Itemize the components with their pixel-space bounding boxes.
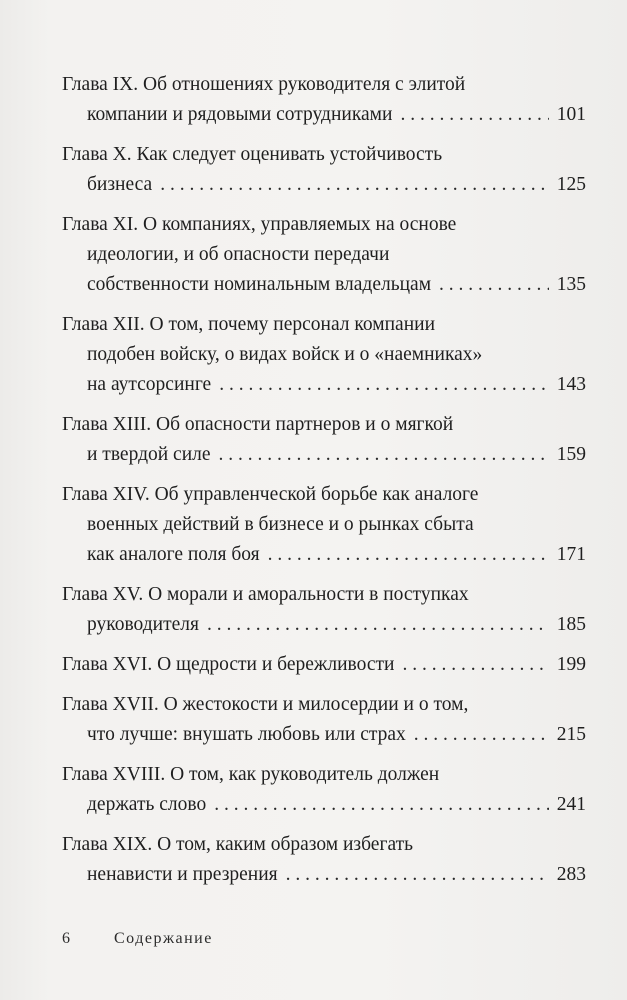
toc-page-number: 101 <box>556 104 586 125</box>
table-of-contents <box>62 70 586 900</box>
toc-entry-chapter-10[interactable] <box>62 140 586 200</box>
toc-entry-last-line <box>62 720 586 750</box>
toc-page-number: 283 <box>556 864 586 885</box>
dot-leader <box>160 170 549 200</box>
toc-entry-title-end: бизнеса <box>87 174 153 195</box>
toc-page-number: 159 <box>556 444 586 465</box>
dot-leader <box>207 610 549 640</box>
toc-entry-title-line: Глава IX. Об отношениях руководителя с элитой <box>62 74 466 95</box>
dot-leader <box>268 540 549 570</box>
toc-entry-last-line <box>62 370 586 400</box>
toc-entry-title-line: Глава XIII. Об опасности партнеров и о мягкой <box>62 414 454 435</box>
toc-page-number: 171 <box>556 544 586 565</box>
toc-entry-title-end: компании и рядовыми сотрудниками <box>87 104 393 125</box>
toc-entry-chapter-16[interactable] <box>62 650 586 680</box>
toc-entry-title-end: собственности номинальным владельцам <box>87 274 432 295</box>
toc-entry-title-line: Глава XIV. Об управленческой борьбе как аналоге <box>62 484 479 505</box>
toc-entry-last-line <box>62 170 586 200</box>
toc-entry-title-end: Глава XVI. О щедрости и бережливости <box>62 654 395 675</box>
toc-entry-last-line <box>62 440 586 470</box>
dot-leader <box>414 720 549 750</box>
toc-entry-chapter-13[interactable] <box>62 410 586 470</box>
toc-entry-title-end: на аутсорсинге <box>87 374 212 395</box>
toc-entry-chapter-12[interactable] <box>62 310 586 400</box>
toc-page-number: 185 <box>556 614 586 635</box>
toc-entry-title-end: ненависти и презрения <box>87 864 278 885</box>
toc-entry-title-end: что лучше: внушать любовь или страх <box>87 724 406 745</box>
toc-page-number: 215 <box>556 724 586 745</box>
toc-entry-last-line <box>62 610 586 640</box>
dot-leader <box>400 100 548 130</box>
toc-entry-title-line: Глава XII. О том, почему персонал компании <box>62 314 436 335</box>
toc-entry-title-line: военных действий в бизнесе и о рынках сбыта <box>87 514 474 535</box>
toc-entry-title-end: держать слово <box>87 794 207 815</box>
toc-entry-last-line <box>62 790 586 820</box>
toc-entry-last-line <box>62 100 586 130</box>
toc-entry-title-line: Глава XI. О компаниях, управляемых на основе <box>62 214 457 235</box>
toc-page-number: 135 <box>556 274 586 295</box>
toc-page-number: 241 <box>556 794 586 815</box>
toc-entry-title-line: идеологии, и об опасности передачи <box>87 244 390 265</box>
toc-page-number: 199 <box>556 654 586 675</box>
toc-entry-title-line: Глава XVIII. О том, как руководитель должен <box>62 764 440 785</box>
dot-leader <box>219 440 549 470</box>
toc-entry-chapter-11[interactable] <box>62 210 586 300</box>
running-footer-section: Содержание <box>114 930 213 947</box>
toc-entry-chapter-17[interactable] <box>62 690 586 750</box>
toc-entry-chapter-19[interactable] <box>62 830 586 890</box>
toc-entry-title-line: Глава X. Как следует оценивать устойчивость <box>62 144 443 165</box>
dot-leader <box>402 650 548 680</box>
toc-entry-title-line: Глава XVII. О жестокости и милосердии и о том, <box>62 694 469 715</box>
dot-leader <box>219 370 549 400</box>
toc-page-number: 143 <box>556 374 586 395</box>
dot-leader <box>439 270 549 300</box>
dot-leader <box>214 790 549 820</box>
toc-entry-title-end: как аналоге поля боя <box>87 544 260 565</box>
toc-entry-last-line <box>62 650 586 680</box>
toc-entry-chapter-18[interactable] <box>62 760 586 820</box>
toc-entry-title-line: Глава XV. О морали и аморальности в поступках <box>62 584 469 605</box>
toc-entry-chapter-9[interactable] <box>62 70 586 130</box>
page-footer <box>62 930 213 948</box>
footer-page-number: 6 <box>62 930 70 947</box>
toc-entry-title-end: руководителя <box>87 614 199 635</box>
toc-entry-title-line: Глава XIX. О том, каким образом избегать <box>62 834 414 855</box>
toc-entry-title-line: подобен войску, о видах войск и о «наемниках» <box>87 344 483 365</box>
dot-leader <box>286 860 549 890</box>
toc-page-number: 125 <box>556 174 586 195</box>
toc-entry-title-end: и твердой силе <box>87 444 211 465</box>
toc-entry-chapter-14[interactable] <box>62 480 586 570</box>
toc-entry-chapter-15[interactable] <box>62 580 586 640</box>
toc-entry-last-line <box>62 860 586 890</box>
toc-entry-last-line <box>62 270 586 300</box>
toc-entry-last-line <box>62 540 586 570</box>
